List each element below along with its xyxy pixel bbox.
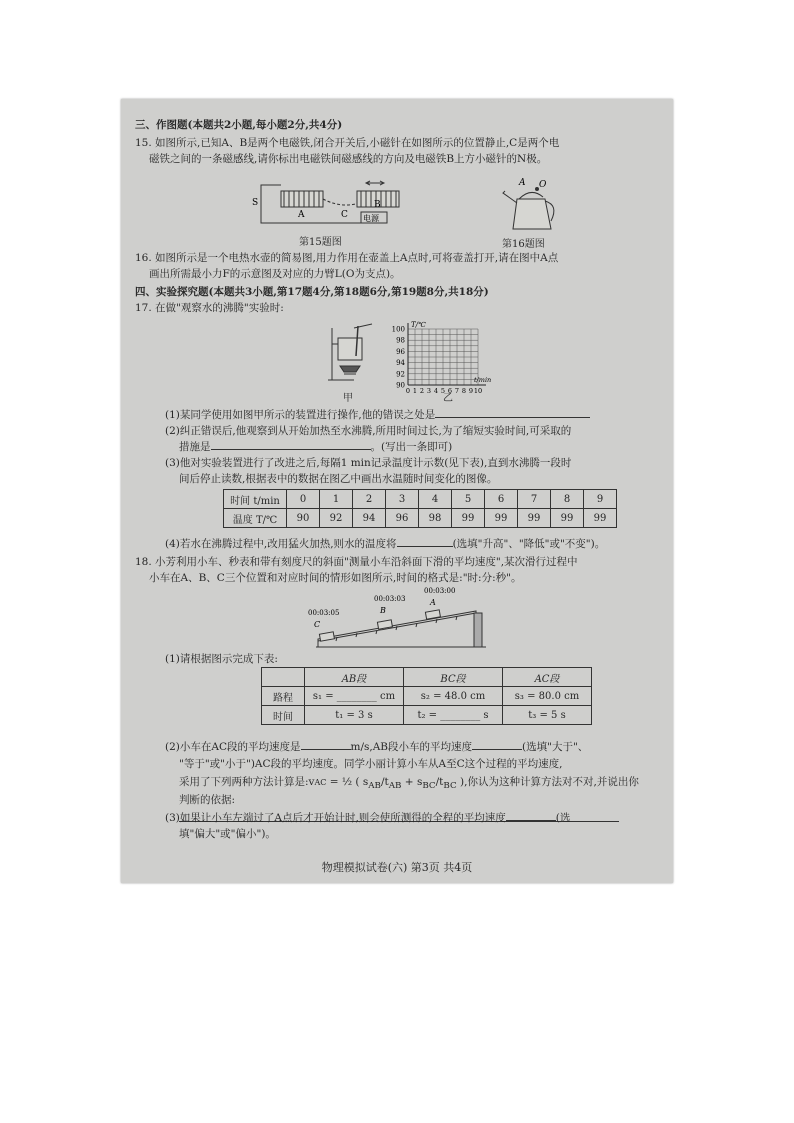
q17-p1-answer-blank[interactable] [435, 417, 590, 418]
temp-cell: 99 [518, 509, 551, 528]
y-tick-label: 94 [396, 359, 405, 368]
x-axis-label: t/min [474, 376, 492, 384]
x-tick-label: 2 [419, 387, 425, 395]
section-3-title: 三、作图题(本题共2小题,每小题2分,共4分) [135, 119, 343, 131]
q18-p2c [179, 775, 639, 793]
distance-time-table [261, 667, 592, 725]
q17-p2b-pre: 措施是 [179, 441, 211, 453]
time-cell: 6 [485, 490, 518, 509]
time-cell: 8 [551, 490, 584, 509]
q17-p4 [165, 537, 605, 551]
q18-line-2: 小车在A、B、C三个位置和对应时间的情形如图所示,时间的格式是:"时:分:秒"。 [149, 572, 522, 584]
q18-p1: (1)请根据图示完成下表: [165, 653, 278, 665]
q17-p1 [165, 408, 590, 422]
kettle-figure [499, 171, 569, 235]
table-row [262, 668, 592, 687]
s2-cell: s₂ = 48.0 cm [404, 687, 503, 706]
x-tick-label: 7 [454, 387, 460, 395]
q17-p4-answer-blank[interactable] [397, 546, 453, 547]
corner-cell [262, 668, 305, 687]
temp-cell: 98 [419, 509, 452, 528]
q18-p2b: "等于"或"小于")AC段的平均速度。同学小丽计算小车从A至C这个过程的平均速度, [179, 758, 563, 770]
temp-header: 温度 T/℃ [224, 509, 287, 528]
x-tick-label: 6 [447, 387, 453, 395]
q17-p2-answer-blank[interactable] [211, 449, 371, 450]
time-a: 00:03:00 [424, 587, 456, 595]
t2-cell[interactable]: t₂ = ________ s [404, 706, 503, 725]
table-row [224, 509, 617, 528]
label-b: B [374, 200, 381, 210]
q18-p2d-text: 判断的依据: [179, 794, 236, 806]
q15-line-2: 磁铁之间的一条磁感线,请你标出电磁铁间磁感线的方向及电磁铁B上方小磁针的N极。 [149, 153, 548, 165]
y-tick-label: 90 [396, 381, 405, 390]
kettle-label-o: O [539, 180, 547, 190]
label-c: C [341, 210, 348, 220]
temp-cell: 99 [452, 509, 485, 528]
q17-p3a: (3)他对实验装置进行了改进之后,每隔1 min记录温度计示数(见下表),直到水沸腾一段时 [165, 457, 572, 469]
q16-line-1: 16. 如图所示是一个电热水壶的简易图,用力作用在壶盖上A点时,可将壶盖打开,请在图中A点 [135, 252, 559, 264]
q18-p2d [179, 793, 235, 807]
table-row [262, 706, 592, 725]
temperature-grid-chart [386, 319, 506, 399]
temp-cell: 92 [320, 509, 353, 528]
y-tick-label: 98 [396, 336, 405, 345]
boiling-apparatus-figure [326, 322, 381, 384]
table-row [224, 490, 617, 509]
s1-cell[interactable]: s₁ = ________ cm [305, 687, 404, 706]
q15-line-1: 15. 如图所示,已知A、B是两个电磁铁,闭合开关后,小磁针在如图所示的位置静止,C是两个电 [135, 137, 560, 149]
incline-label-a: A [430, 598, 436, 607]
incline-figure [306, 585, 496, 651]
q18-p2a-pre: (2)小车在AC段的平均速度是 [165, 741, 301, 753]
q17-p1-text: (1)某同学使用如图甲所示的装置进行操作,他的错误之处是 [165, 409, 436, 421]
label-jia: 甲 [343, 393, 353, 404]
electromagnet-figure [246, 177, 401, 229]
temperature-table [223, 489, 617, 528]
q18-line-1: 18. 小芳利用小车、秒表和带有刻度尺的斜面"测量小车沿斜面下滑的平均速度",某次滑行过程中 [135, 556, 578, 568]
q17-p4-post: (选填"升高"、"降低"或"不变")。 [452, 538, 606, 550]
x-tick-label: 9 [468, 387, 474, 395]
q18-p3a-text: (3)如果让小车左端过了A点后才开始计时,则会使所测得的全程的平均速度 [165, 812, 506, 824]
time-cell: 1 [320, 490, 353, 509]
x-tick-label: 10 [473, 387, 483, 395]
fig15-caption: 第15题图 [299, 237, 342, 248]
fig16-caption: 第16题图 [502, 239, 545, 250]
head-ac: AC段 [503, 668, 592, 687]
s3-cell: s₃ = 80.0 cm [503, 687, 592, 706]
exam-page [121, 99, 673, 883]
q17-p2b [179, 440, 452, 454]
time-cell: 4 [419, 490, 452, 509]
temp-cell: 96 [386, 509, 419, 528]
head-ab: AB段 [305, 668, 404, 687]
q18-p2-speed-blank[interactable] [301, 749, 351, 750]
page-footer: 物理模拟试卷(六) 第3页 共4页 [321, 861, 473, 874]
temp-cell: 94 [353, 509, 386, 528]
x-tick-label: 8 [461, 387, 467, 395]
time-cell: 7 [518, 490, 551, 509]
q16-line-2: 画出所需最小力F的示意图及对应的力臂L(O为支点)。 [149, 268, 401, 280]
q18-p2a-post: (选填"大于"、 [522, 741, 589, 753]
time-header: 时间 t/min [224, 490, 287, 509]
x-tick-label: 1 [412, 387, 418, 395]
temp-cell: 99 [485, 509, 518, 528]
x-tick-label: 3 [426, 387, 432, 395]
time-header: 时间 [262, 706, 305, 725]
time-b: 00:03:03 [374, 595, 406, 603]
label-yi: 乙 [443, 393, 453, 404]
head-bc: BC段 [404, 668, 503, 687]
incline-label-b: B [380, 606, 386, 615]
q18-p3a-post: (选 [555, 812, 571, 824]
q18-p3-answer-blank[interactable] [506, 820, 556, 821]
q17-title: 17. 在做"观察水的沸腾"实验时: [135, 302, 284, 314]
time-c: 00:03:05 [308, 609, 340, 617]
time-cell: 0 [287, 490, 320, 509]
q18-p2a-mid: m/s,AB段小车的平均速度 [350, 741, 473, 753]
section-4-title: 四、实验探究题(本题共3小题,第17题4分,第18题6分,第19题8分,共18分) [135, 286, 489, 298]
q17-p2a: (2)纠正错误后,他观察到从开始加热至水沸腾,所用时间过长,为了缩短实验时间,可采取的 [165, 425, 572, 437]
x-tick-label: 5 [440, 387, 446, 395]
time-cell: 5 [452, 490, 485, 509]
q17-p2b-post: 。(写出一条即可) [370, 441, 453, 453]
kettle-label-a: A [519, 178, 526, 188]
label-a: A [298, 210, 305, 220]
q17-p3b: 间后停止读数,根据表中的数据在图乙中画出水温随时间变化的图像。 [179, 473, 498, 485]
incline-label-c: C [314, 620, 321, 629]
x-tick-label: 4 [433, 387, 439, 395]
x-tick-label: 0 [405, 387, 411, 395]
t1-cell: t₁ = 3 s [305, 706, 404, 725]
temp-cell: 90 [287, 509, 320, 528]
t3-cell: t₃ = 5 s [503, 706, 592, 725]
label-power: 电源 [363, 214, 379, 223]
q18-p3a [165, 811, 570, 825]
table-row [262, 687, 592, 706]
q18-p2-compare-blank[interactable] [472, 749, 522, 750]
time-cell: 3 [386, 490, 419, 509]
time-cell: 2 [353, 490, 386, 509]
temp-cell: 99 [584, 509, 617, 528]
y-axis-label: T/℃ [411, 321, 426, 329]
y-tick-label: 100 [391, 325, 405, 334]
q18-p2a [165, 740, 588, 754]
q17-p4-pre: (4)若水在沸腾过程中,改用猛火加热,则水的温度将 [165, 538, 397, 550]
label-s: S [252, 198, 259, 208]
y-tick-label: 92 [396, 370, 405, 379]
q18-p2c-post: ,你认为这种计算方法对不对,并说出你 [464, 776, 639, 788]
temp-cell: 99 [551, 509, 584, 528]
q18-p2c-pre: 采用了下列两种方法计算是:v [179, 776, 315, 788]
formula-subscript: AC [314, 778, 327, 787]
formula-body: = ½ ( $s_{AB}/t_{AB} + s_{BC}/t_{BC}$ ) [326, 776, 465, 792]
distance-header: 路程 [262, 687, 305, 706]
time-cell: 9 [584, 490, 617, 509]
q18-p3b: 填"偏大"或"偏小")。 [179, 828, 276, 840]
y-tick-label: 96 [396, 347, 405, 356]
